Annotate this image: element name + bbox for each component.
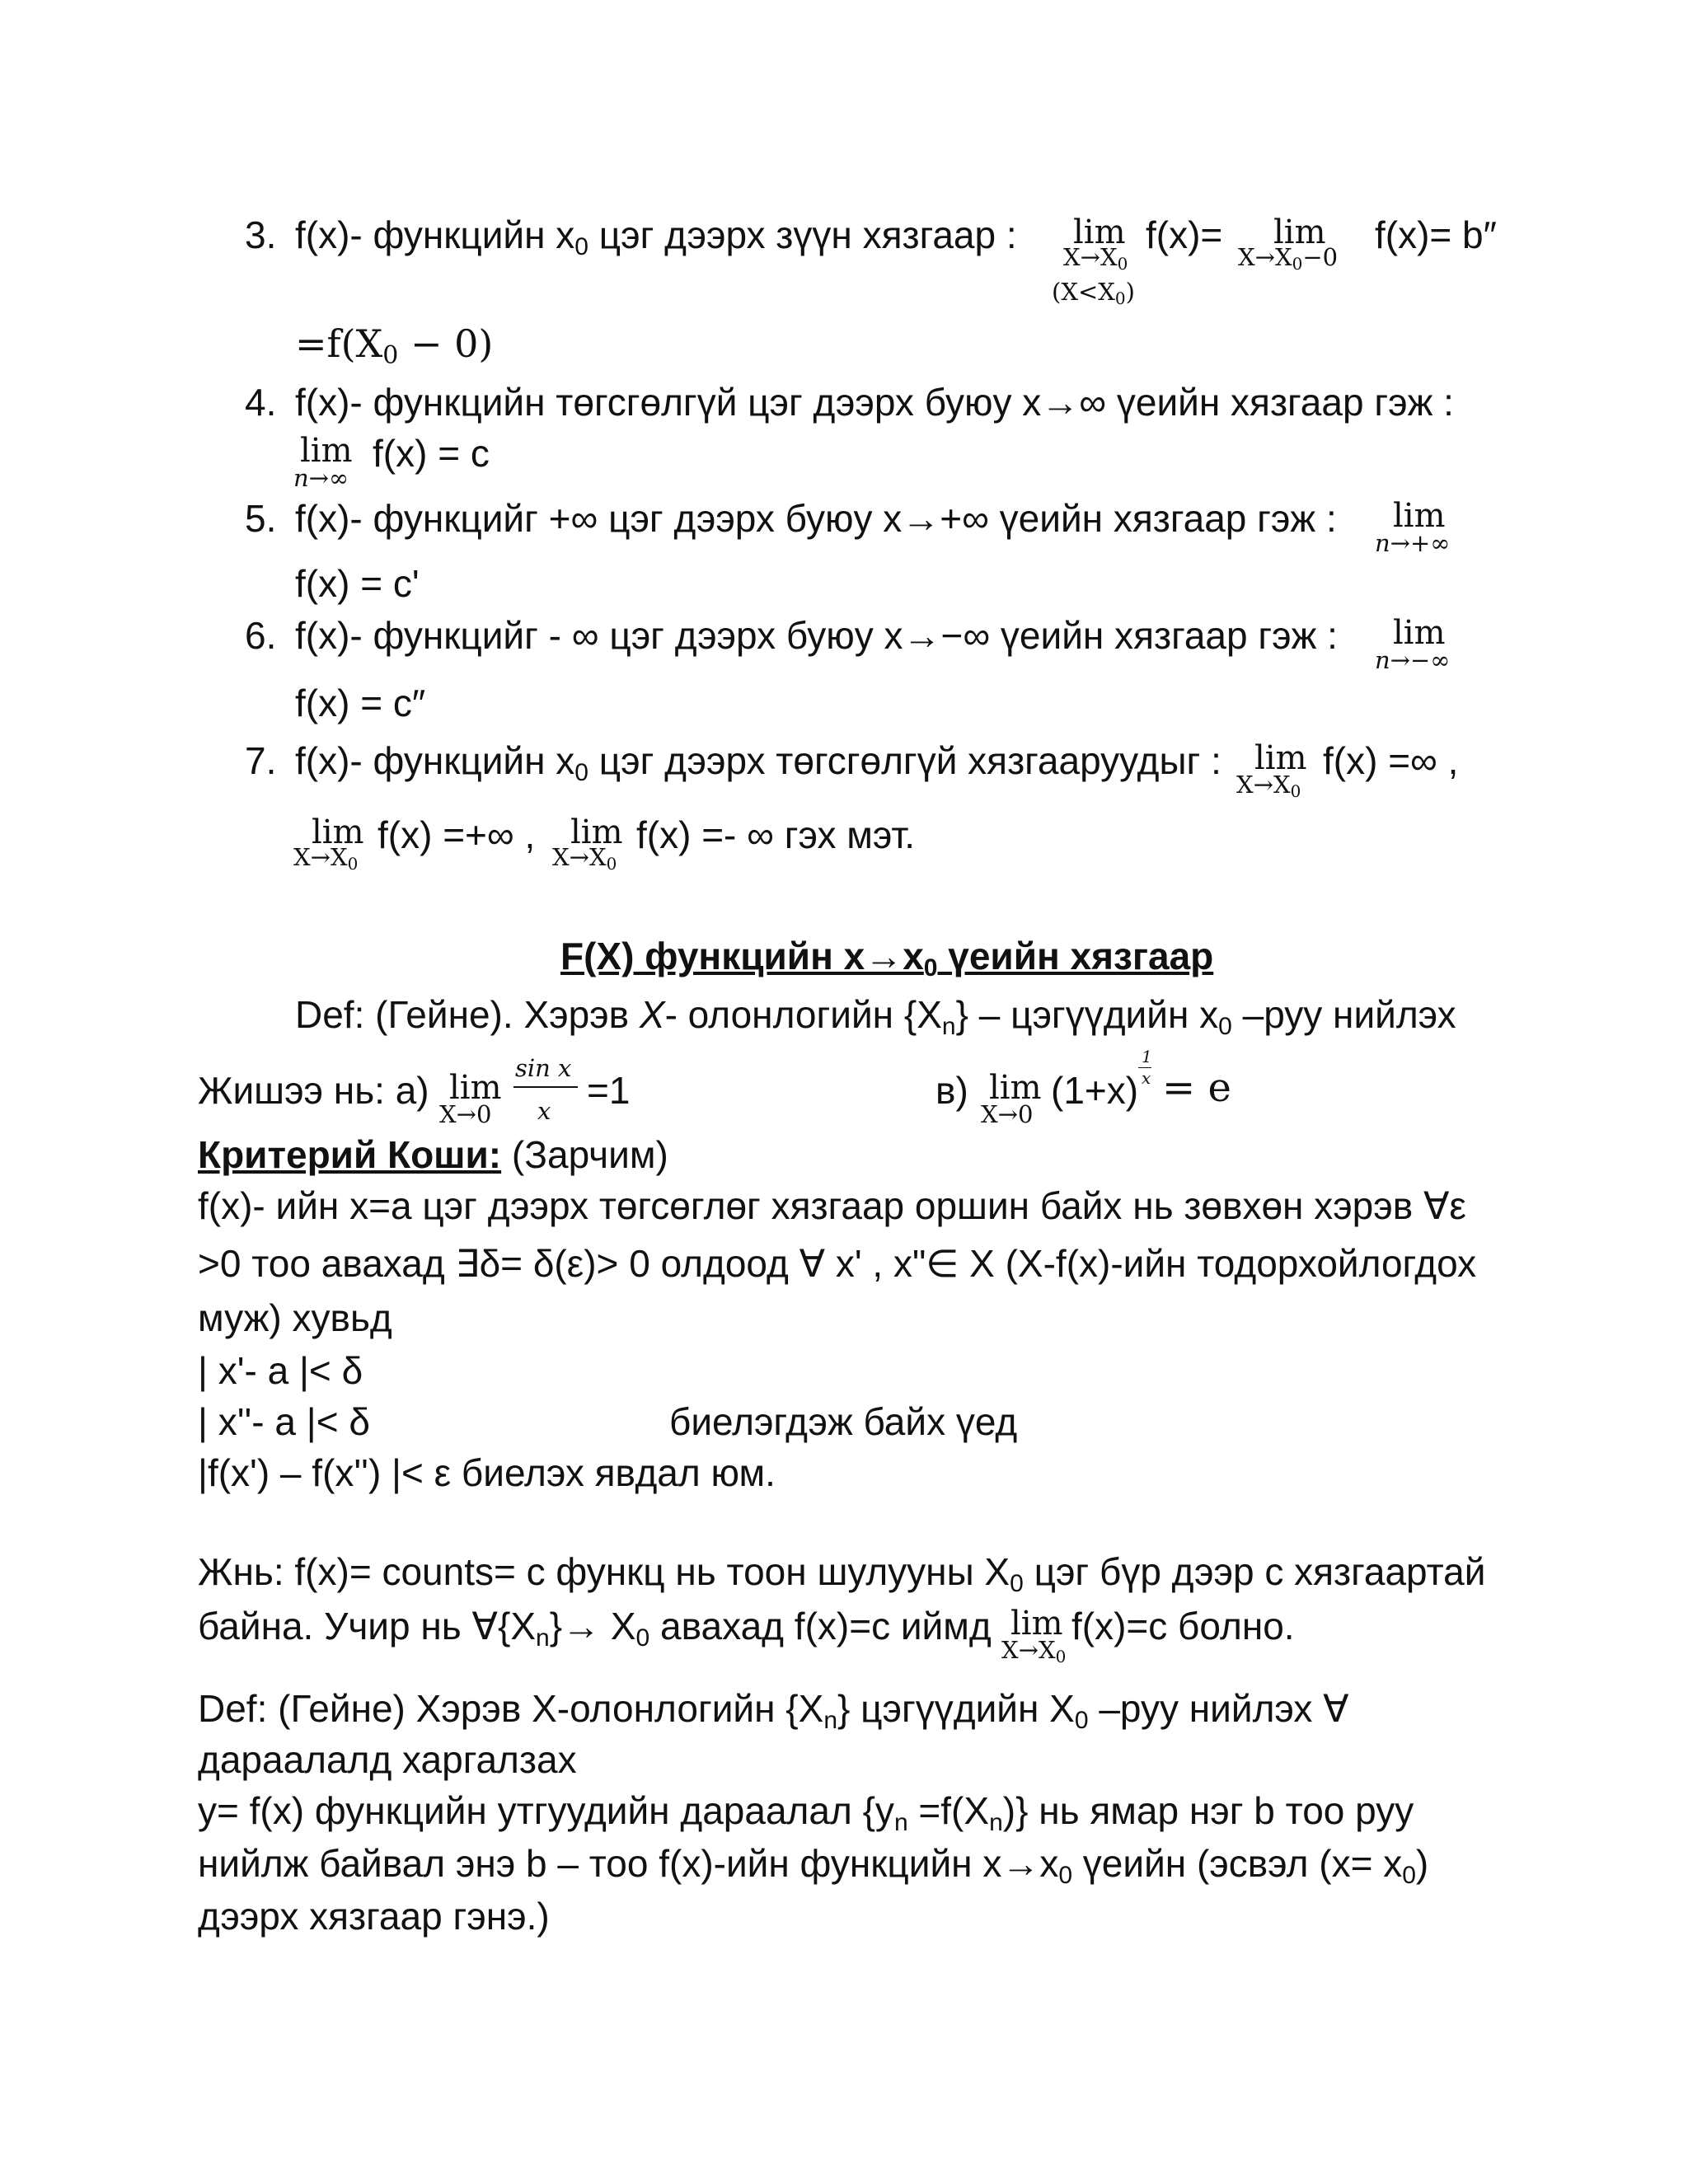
item-7-text <box>295 739 1221 786</box>
list-number: 4. <box>245 381 277 424</box>
item-5-text: f(x)- функцийг +∞ цэг дээрх буюу x→+∞ үеийн хязгаар гэж : <box>295 497 1337 540</box>
item-text: f(x)- функцийн x <box>295 739 575 782</box>
lim-cond-text: (X<X <box>1052 278 1115 306</box>
subscript: n <box>941 1013 956 1040</box>
lim-operator: lim <box>1273 213 1326 251</box>
example-b-result: = e <box>1162 1065 1231 1111</box>
item-3-text <box>295 213 1017 260</box>
definition-2-line4 <box>198 1844 1428 1888</box>
def2-text: ) <box>1415 1842 1429 1885</box>
item-6-continuation: f(x) = c″ <box>295 682 426 724</box>
example2-line2-end: f(x)=c болно. <box>1071 1605 1295 1647</box>
section-heading <box>560 937 1213 981</box>
lim-subscript <box>1001 1638 1066 1665</box>
subscript: 0 <box>382 341 399 370</box>
list-number: 7. <box>245 739 277 782</box>
subscript: n <box>893 1809 908 1836</box>
subscript: 0 <box>1290 781 1301 801</box>
ex2-text: Жнь: f(x)= counts= c функц нь тоон шулууны X <box>198 1550 1010 1593</box>
subscript: n <box>823 1707 838 1734</box>
subscript: 0 <box>1055 1647 1067 1666</box>
lim-subscript <box>1238 243 1339 274</box>
item-4-after: f(x) = c <box>373 432 490 475</box>
heading-text: F(X) функцийн x→x <box>560 935 924 977</box>
item-7-after: f(x) =∞ , <box>1323 739 1459 782</box>
lim-operator: lim <box>1073 213 1126 251</box>
def-text: –руу нийлэх <box>1231 993 1456 1036</box>
lim-subscript: n→−∞ <box>1375 646 1451 674</box>
subscript: n <box>989 1809 1003 1836</box>
item-text: цэг дээрх зүүн хязгаар : <box>588 213 1017 256</box>
exponent-numerator: 1 <box>1142 1047 1152 1066</box>
subscript: 0 <box>1114 288 1126 308</box>
subscript: 0 <box>1292 254 1303 274</box>
example2-line1 <box>198 1550 1486 1597</box>
list-number: 3. <box>245 213 277 256</box>
subscript: n <box>536 1624 550 1652</box>
fraction-denominator: x <box>537 1097 551 1125</box>
example2-line2 <box>198 1607 992 1651</box>
lim-subscript: n→+∞ <box>1375 529 1451 557</box>
example-a-result: =1 <box>587 1069 631 1112</box>
example-b-label: в) <box>935 1069 968 1112</box>
def2-text: –руу нийлэх ∀ <box>1088 1687 1349 1730</box>
lim-operator: lim <box>1254 739 1307 777</box>
lim-sub-end: −0 <box>1302 243 1339 271</box>
definition-2-line1 <box>198 1687 1349 1734</box>
item-7-cont-a: f(x) =+∞ , <box>377 813 536 856</box>
lim-sub-text: X→X <box>1238 243 1292 271</box>
item-text: цэг дээрх төгсгөлгүй хязгааруудыг : <box>588 739 1221 782</box>
lim-sub-text: X→X <box>1236 771 1291 799</box>
lim-subscript <box>552 843 617 874</box>
criterion-line: | x'- a |< δ <box>198 1349 363 1392</box>
subscript: 0 <box>923 954 938 982</box>
def2-text: )} нь ямар нэг b тоо руу <box>1002 1789 1414 1832</box>
lim-operator: lim <box>1393 614 1446 652</box>
lim-subscript: n→∞ <box>293 464 349 492</box>
item-4-text: f(x)- функцийн төгсгөлгүй цэг дээрх буюу x→∞ үеийн хязгаар гэж : <box>295 381 1454 424</box>
cont-text: − 0) <box>398 321 494 366</box>
criterion-line: f(x)- ийн x=a цэг дээрх төгсөглөг хязгаар оршин байх нь зөвхөн хэрэв ∀ε <box>198 1184 1466 1227</box>
lim-operator: lim <box>989 1069 1042 1107</box>
criterion-line: |f(x') – f(x'') |< ε биелэх явдал юм. <box>198 1451 776 1494</box>
subscript: 0 <box>1218 1013 1232 1040</box>
criterion-line: муж) хувьд <box>198 1296 392 1339</box>
definition-2-line5: дээрх хязгаар гэнэ.) <box>198 1895 550 1938</box>
fraction-bar <box>513 1086 578 1088</box>
item-3-mid: f(x)= <box>1146 213 1223 256</box>
item-6-text: f(x)- функцийг - ∞ цэг дээрх буюу x→−∞ үеийн хязгаар гэж : <box>295 614 1338 657</box>
def-text: - олонлогийн {X <box>664 993 942 1036</box>
subscript: 0 <box>1117 254 1128 274</box>
item-3-end: f(x)= b″ <box>1375 213 1497 256</box>
lim-subscript: X→0 <box>981 1100 1034 1128</box>
def-text: Def: (Гейне). Хэрэв <box>295 993 640 1036</box>
criterion-line: | x''- a |< δ <box>198 1400 370 1443</box>
lim-subscript: X→0 <box>439 1100 492 1128</box>
exponent-denominator: x <box>1142 1068 1151 1088</box>
ex2-text: байна. Учир нь ∀{X <box>198 1605 537 1647</box>
subscript: 0 <box>1402 1862 1416 1889</box>
lim-subscript <box>1063 243 1128 274</box>
item-3-continuation <box>295 321 494 370</box>
lim-subscript <box>293 843 359 874</box>
subscript: 0 <box>574 759 588 786</box>
criterion-note: (Зарчим) <box>501 1133 668 1176</box>
example-b-expr: (1+x) <box>1051 1069 1139 1112</box>
lim-condition <box>1052 280 1135 307</box>
subscript: 0 <box>1058 1862 1073 1889</box>
definition-1 <box>295 993 1456 1040</box>
definition-2-line2: дараалалд харгалзах <box>198 1738 577 1781</box>
lim-sub-text: X→X <box>1001 1636 1056 1664</box>
subscript: 0 <box>1074 1707 1089 1734</box>
lim-cond-end: ) <box>1125 278 1135 306</box>
cont-text: =f(X <box>295 321 383 366</box>
lim-subscript <box>1236 773 1301 799</box>
subscript: 0 <box>1010 1570 1024 1597</box>
def-text: } – цэгүүдийн x <box>955 993 1219 1036</box>
item-7-cont-b: f(x) =- ∞ гэх мэт. <box>636 813 916 856</box>
list-number: 5. <box>245 497 277 540</box>
def2-text: Def: (Гейне) Хэрэв X-олонлогийн {X <box>198 1687 824 1730</box>
item-5-continuation: f(x) = c' <box>295 562 420 605</box>
def2-text: =f(X <box>907 1789 990 1832</box>
ex2-text: авахад f(x)=c иймд <box>649 1605 992 1647</box>
def2-text: үеийн (эсвэл (x= x <box>1072 1842 1403 1885</box>
criterion-side-note: биелэгдэж байх үед <box>669 1400 1018 1443</box>
lim-operator: lim <box>1393 497 1446 535</box>
lim-operator: lim <box>1010 1605 1063 1643</box>
item-text: f(x)- функцийн x <box>295 213 575 256</box>
criterion-line: >0 тоо авахад ∃δ= δ(ε)> 0 олдоод ∀ x' , x"∈ X (X-f(x)-ийн тодорхойлогдох <box>198 1242 1477 1285</box>
subscript: 0 <box>606 854 617 874</box>
fraction-numerator: sin x <box>515 1054 572 1082</box>
example-label: Жишээ нь: а) <box>198 1069 429 1112</box>
def2-text: } цэгүүдийн X <box>837 1687 1075 1730</box>
lim-operator: lim <box>300 432 353 470</box>
subscript: 0 <box>347 854 359 874</box>
definition-2-line3 <box>198 1789 1414 1836</box>
criterion-title <box>198 1133 668 1176</box>
list-number: 6. <box>245 614 277 657</box>
lim-operator: lim <box>312 813 364 851</box>
lim-operator: lim <box>449 1069 502 1107</box>
ex2-text: }→ X <box>549 1605 636 1647</box>
lim-sub-text: X→X <box>552 843 607 871</box>
subscript: 0 <box>574 233 588 260</box>
ex2-text: цэг бүр дээр c хязгаартай <box>1023 1550 1486 1593</box>
subscript: 0 <box>635 1624 650 1652</box>
def2-text: нийлж байвал энэ b – тоо f(x)-ийн функцийн x→x <box>198 1842 1059 1885</box>
criterion-name: Критерий Коши: <box>198 1133 502 1176</box>
def2-text: y= f(x) функцийн утгуудийн дараалал {y <box>198 1789 894 1832</box>
lim-operator: lim <box>570 813 623 851</box>
lim-sub-text: X→X <box>293 843 348 871</box>
def-var: X <box>639 993 665 1036</box>
heading-text: үеийн хязгаар <box>937 935 1214 977</box>
lim-sub-text: X→X <box>1063 243 1118 271</box>
